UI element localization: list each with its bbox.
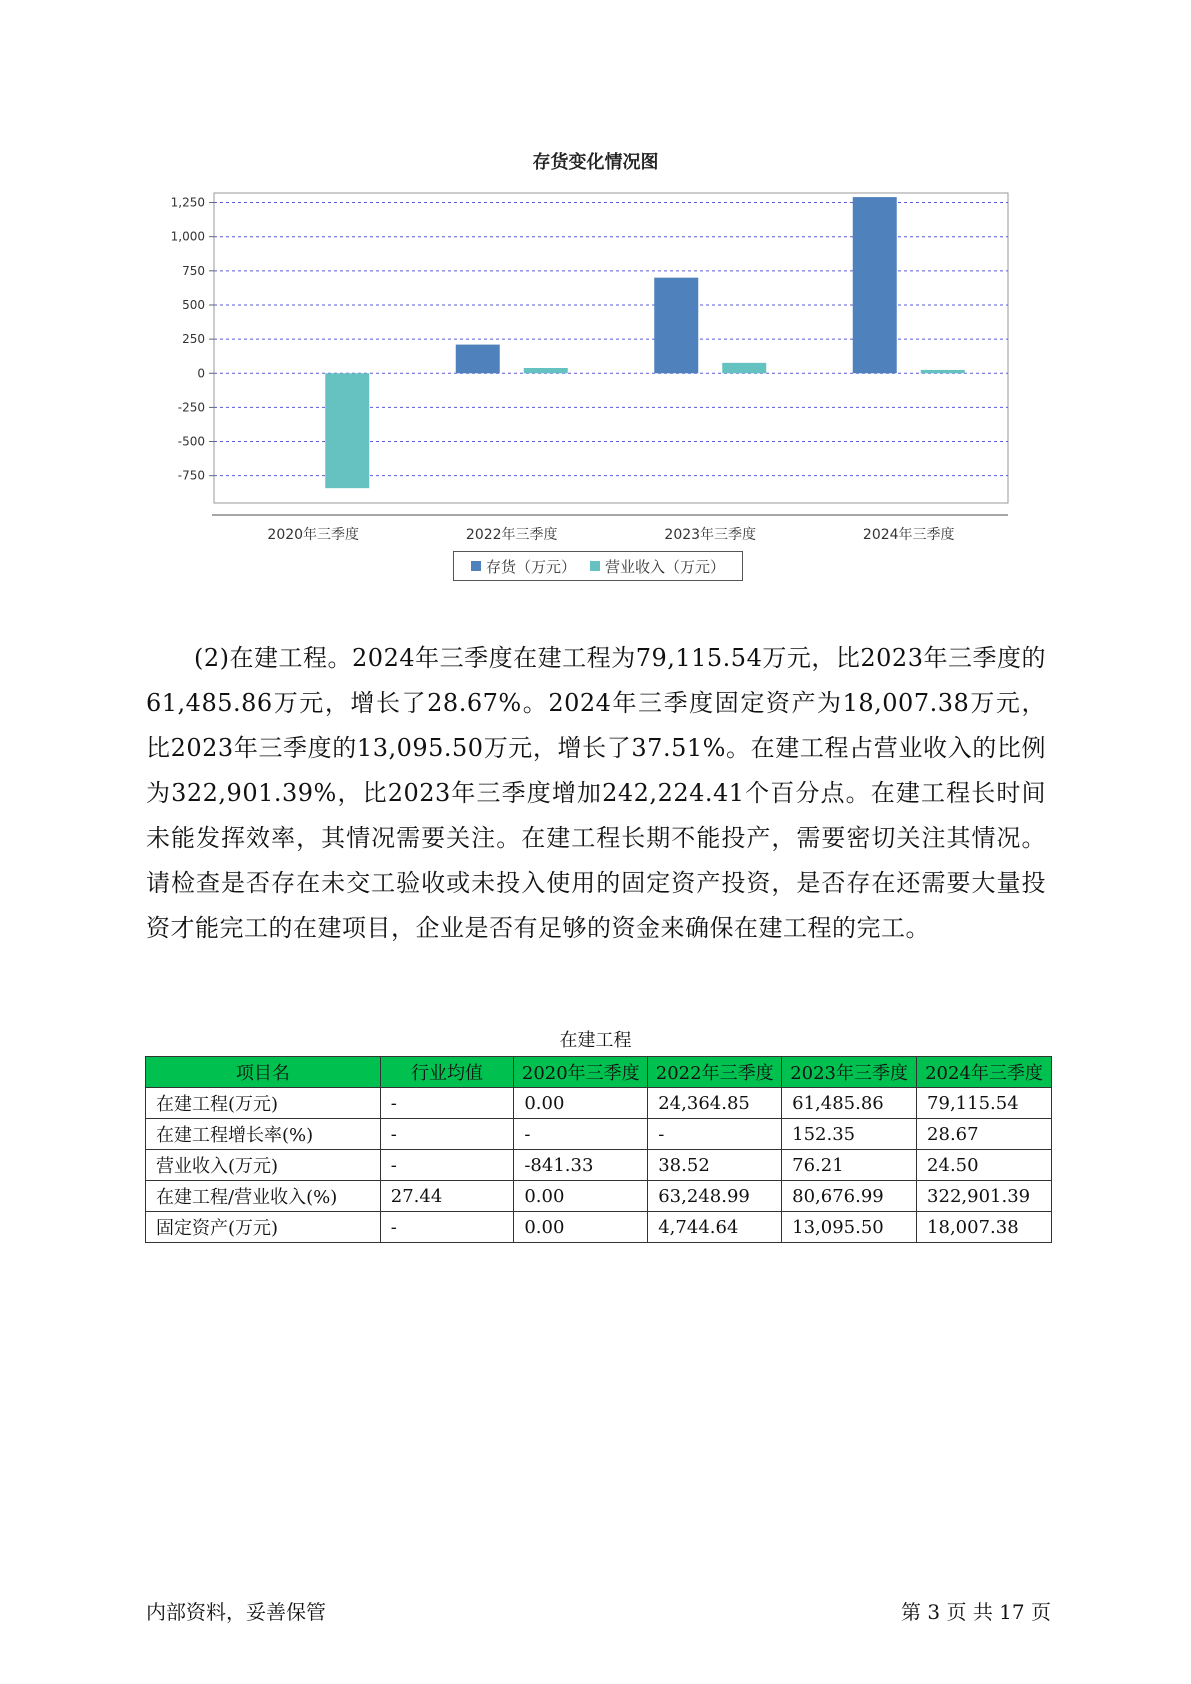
construction-table <box>145 1056 1052 1243</box>
bar-revenue <box>921 370 965 373</box>
table-cell: 18,007.38 <box>917 1212 1052 1243</box>
chart-legend <box>453 551 743 581</box>
row-label-cell: 在建工程(万元) <box>146 1088 381 1119</box>
legend-label-revenue: 营业收入（万元） <box>605 557 726 576</box>
legend-item-revenue <box>590 556 725 577</box>
table-row <box>146 1150 1052 1181</box>
y-tick-label: 750 <box>182 263 205 278</box>
header-2024q3: 2024年三季度 <box>917 1057 1052 1088</box>
y-tick-label: 500 <box>182 297 205 312</box>
table-cell: 0.00 <box>514 1181 648 1212</box>
table-cell: 61,485.86 <box>782 1088 917 1119</box>
x-tick-label: 2020年三季度 <box>267 527 360 543</box>
table-cell: - <box>380 1088 514 1119</box>
table-cell: 76.21 <box>782 1150 917 1181</box>
y-tick-label: 0 <box>197 366 205 381</box>
row-label-cell: 营业收入(万元) <box>146 1150 381 1181</box>
bar-inventory <box>853 197 897 373</box>
bar-inventory <box>456 345 500 374</box>
table-cell: 79,115.54 <box>917 1088 1052 1119</box>
table-cell: 63,248.99 <box>648 1181 782 1212</box>
y-tick-label: 1,250 <box>170 195 205 210</box>
table-cell: 0.00 <box>514 1088 648 1119</box>
table-caption: 在建工程 <box>559 1030 632 1051</box>
x-tick-label: 2023年三季度 <box>664 527 757 543</box>
table-cell: 152.35 <box>782 1119 917 1150</box>
legend-swatch-inventory <box>471 561 481 571</box>
row-label-cell: 在建工程增长率(%) <box>146 1119 381 1150</box>
bar-revenue <box>325 373 369 488</box>
table-cell: 322,901.39 <box>917 1181 1052 1212</box>
y-tick-label: -250 <box>177 400 205 415</box>
table-cell: 4,744.64 <box>648 1212 782 1243</box>
y-tick-label: -500 <box>177 434 205 449</box>
y-tick-label: -750 <box>177 468 205 483</box>
table-cell: - <box>514 1119 648 1150</box>
table-row <box>146 1088 1052 1119</box>
table-cell: 13,095.50 <box>782 1212 917 1243</box>
table-cell: - <box>648 1119 782 1150</box>
chart-title: 存货变化情况图 <box>532 152 659 173</box>
footer-confidential: 内部资料，妥善保管 <box>146 1600 326 1624</box>
table-cell: 0.00 <box>514 1212 648 1243</box>
y-tick-label: 250 <box>182 332 205 347</box>
header-2023q3: 2023年三季度 <box>782 1057 917 1088</box>
bar-revenue <box>524 368 568 373</box>
header-item-name: 项目名 <box>146 1057 381 1088</box>
inventory-bar-chart <box>0 0 1191 600</box>
table-header-row <box>146 1057 1052 1088</box>
table-row <box>146 1119 1052 1150</box>
legend-swatch-revenue <box>590 561 600 571</box>
analysis-paragraph: (2)在建工程。2024年三季度在建工程为79,115.54万元，比2023年三季度的61,485.86万元，增长了28.67%。2024年三季度固定资产为18,007.38万元，比2023年三季度的13,095.50万元，增长了37.51%。在建工程占营业收入的比例为322,901.39%，比2023年三季度增加242,224.41个百分点。在建工程长时间未能发挥效率，其情况需要关注。在建工程长期不能投产，需要密切关注其情况。请检查是否存在未交工验收或未投入使用的固定资产投资，是否存在还需要大量投资才能完工的在建项目，企业是否有足够的资金来确保在建工程的完工。 <box>146 644 1046 942</box>
table-cell: 38.52 <box>648 1150 782 1181</box>
table-row <box>146 1212 1052 1243</box>
legend-label-inventory: 存货（万元） <box>485 557 576 576</box>
bar-inventory <box>654 278 698 374</box>
footer-page-number: 第 3 页 共 17 页 <box>901 1600 1051 1624</box>
bar-revenue <box>722 363 766 373</box>
header-industry-avg: 行业均值 <box>380 1057 514 1088</box>
table-cell: 28.67 <box>917 1119 1052 1150</box>
x-tick-label: 2022年三季度 <box>465 527 558 543</box>
row-label-cell: 固定资产(万元) <box>146 1212 381 1243</box>
table-cell: 80,676.99 <box>782 1181 917 1212</box>
table-cell: 27.44 <box>380 1181 514 1212</box>
row-label-cell: 在建工程/营业收入(%) <box>146 1181 381 1212</box>
y-tick-label: 1,000 <box>170 229 205 244</box>
table-cell: 24,364.85 <box>648 1088 782 1119</box>
table-row <box>146 1181 1052 1212</box>
x-tick-label: 2024年三季度 <box>862 527 955 543</box>
table-cell: 24.50 <box>917 1150 1052 1181</box>
header-2022q3: 2022年三季度 <box>648 1057 782 1088</box>
table-cell: - <box>380 1212 514 1243</box>
table-cell: - <box>380 1150 514 1181</box>
table-cell: - <box>380 1119 514 1150</box>
legend-item-inventory <box>471 556 576 577</box>
table-cell: -841.33 <box>514 1150 648 1181</box>
header-2020q3: 2020年三季度 <box>514 1057 648 1088</box>
